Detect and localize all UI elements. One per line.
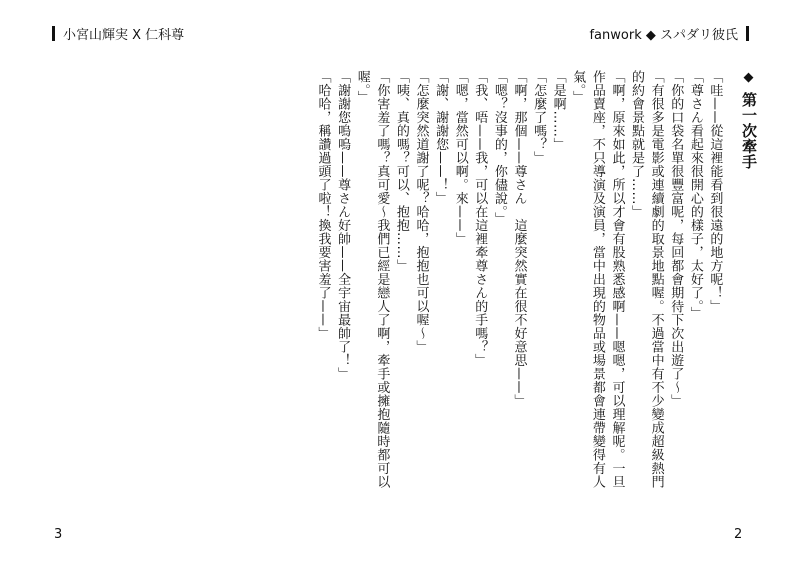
header-bar-right	[746, 26, 749, 41]
page-number-left: 3	[54, 527, 63, 542]
text-line: 「嗯，當然可以啊。來——」	[452, 70, 468, 246]
header-right	[589, 24, 749, 43]
chapter-marker: ◆	[741, 70, 756, 86]
text-line: 「哇——從這裡能看到很遠的地方呢！」	[707, 70, 723, 313]
text-line: 「謝、謝謝您——！」	[433, 70, 449, 205]
text-line: 「啊，那個——尊さん 這麼突然實在很不好意思——」	[511, 70, 527, 408]
header-bar-left	[52, 26, 55, 41]
text-line: 「咦、真的嗎？可以、抱抱……」	[393, 70, 409, 273]
header-left	[52, 24, 184, 43]
text-line: 「尊さん看起來很開心的樣子，太好了。」	[687, 70, 703, 320]
header-left-title: 小宮山輝実 X 仁科尊	[63, 28, 185, 43]
text-line: 「哈哈，稱讚過頭了啦！換我要害羞了——」	[315, 70, 331, 340]
text-line: 「是啊……」	[550, 70, 566, 151]
text-line: 「謝謝您嗚嗚——尊さん好帥——全宇宙最帥了！」	[335, 70, 351, 381]
text-line: 「啊，原來如此，所以才會有股熟悉感啊——嗯嗯，可以理解呢。一旦作品賣座，不只導演及演員，當中出現的物品或場景都會連帶變得有人氣。」	[570, 70, 625, 489]
chapter-title	[738, 70, 758, 500]
text-line: 「有很多是電影或連續劇的取景地點喔。不過當中有不少變成超級熱門的約會景點就是了……」	[629, 70, 664, 489]
chapter-title-text: 第一次牽手	[740, 91, 758, 169]
text-line: 「怎麼突然道謝了呢？哈哈，抱抱也可以喔～」	[413, 70, 429, 354]
header-right-title: fanwork ◆ スパダリ彼氏	[589, 28, 738, 43]
text-line: 「我、唔——我，可以在這裡牽尊さん的手嗎？」	[472, 70, 488, 367]
page-number-right: 2	[734, 527, 743, 542]
text-line: 「嗯？沒事的，你儘說。」	[491, 70, 507, 226]
text-line: 「怎麼了嗎？」	[531, 70, 547, 165]
text-line: 「你的口袋名單很豐富呢，每回都會期待下次出遊了～」	[668, 70, 684, 408]
text-line: 「你害羞了嗎？真可愛～我們已經是戀人了啊，牽手或擁抱隨時都可以喔。」	[354, 70, 390, 489]
vertical-text-body	[315, 70, 758, 500]
